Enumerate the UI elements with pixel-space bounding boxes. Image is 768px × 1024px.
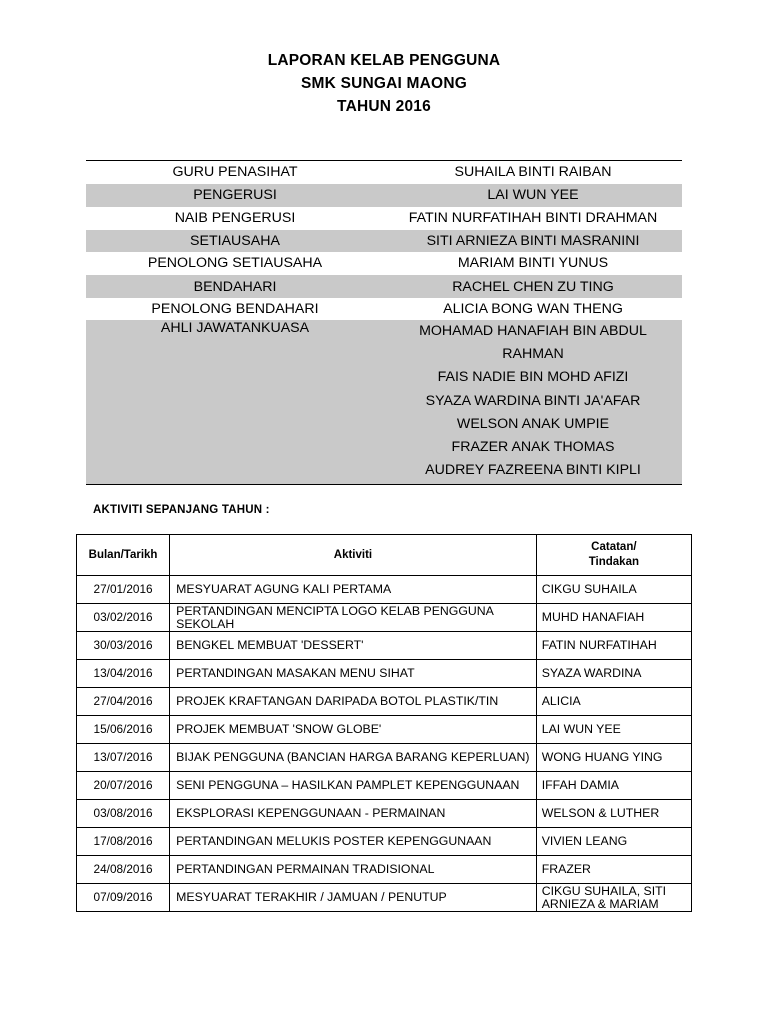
row-note: LAI WUN YEE bbox=[536, 716, 691, 744]
row-activity: PERTANDINGAN PERMAINAN TRADISIONAL bbox=[170, 856, 537, 884]
row-date: 27/01/2016 bbox=[77, 576, 170, 604]
row-note: VIVIEN LEANG bbox=[536, 828, 691, 856]
committee-name: FATIN NURFATIHAH BINTI DRAHMAN bbox=[408, 209, 658, 226]
committee-members-row bbox=[86, 320, 682, 484]
table-row bbox=[77, 576, 692, 604]
header-date: Bulan/Tarikh bbox=[77, 535, 170, 576]
table-row bbox=[77, 772, 692, 800]
row-date: 03/02/2016 bbox=[77, 604, 170, 632]
committee-role: BENDAHARI bbox=[193, 278, 277, 295]
activities-heading: AKTIVITI SEPANJANG TAHUN : bbox=[93, 504, 270, 516]
committee-name: SITI ARNIEZA BINTI MASRANINI bbox=[426, 233, 640, 250]
row-note: SYAZA WARDINA bbox=[536, 660, 691, 688]
activities-table bbox=[76, 534, 692, 912]
school-name: SMK SUNGAI MAONG bbox=[301, 75, 467, 92]
row-note: MUHD HANAFIAH bbox=[536, 604, 691, 632]
row-activity: PROJEK MEMBUAT 'SNOW GLOBE' bbox=[170, 716, 537, 744]
committee-row bbox=[86, 161, 682, 183]
committee-table bbox=[86, 160, 682, 485]
row-date: 27/04/2016 bbox=[77, 688, 170, 716]
committee-row bbox=[86, 183, 682, 206]
row-date: 03/08/2016 bbox=[77, 800, 170, 828]
row-activity: MESYUARAT TERAKHIR / JAMUAN / PENUTUP bbox=[170, 884, 537, 912]
row-note: CIKGU SUHAILA bbox=[536, 576, 691, 604]
committee-role: GURU PENASIHAT bbox=[172, 164, 298, 181]
row-note: WELSON & LUTHER bbox=[536, 800, 691, 828]
header-note bbox=[536, 535, 691, 576]
row-activity: EKSPLORASI KEPENGGUNAAN - PERMAINAN bbox=[170, 800, 537, 828]
table-row bbox=[77, 688, 692, 716]
row-note: CIKGU SUHAILA, SITI ARNIEZA & MARIAM bbox=[536, 884, 691, 912]
committee-role: NAIB PENGERUSI bbox=[174, 209, 296, 226]
row-activity: MESYUARAT AGUNG KALI PERTAMA bbox=[170, 576, 537, 604]
row-note: FRAZER bbox=[536, 856, 691, 884]
committee-row bbox=[86, 229, 682, 252]
row-activity: PROJEK KRAFTANGAN DARIPADA BOTOL PLASTIK/TIN bbox=[170, 688, 537, 716]
committee-member: SYAZA WARDINA BINTI JA'AFAR bbox=[425, 392, 641, 409]
committee-name: LAI WUN YEE bbox=[487, 187, 579, 204]
committee-member: RAHMAN bbox=[502, 346, 564, 363]
table-header-row bbox=[77, 535, 692, 576]
committee-role: PENOLONG SETIAUSAHA bbox=[147, 255, 323, 272]
row-date: 07/09/2016 bbox=[77, 884, 170, 912]
row-activity: BENGKEL MEMBUAT 'DESSERT' bbox=[170, 632, 537, 660]
committee-member: AUDREY FAZREENA BINTI KIPLI bbox=[425, 462, 641, 479]
row-activity: SENI PENGGUNA – HASILKAN PAMPLET KEPENGGUNAAN bbox=[170, 772, 537, 800]
committee-row bbox=[86, 252, 682, 274]
table-row bbox=[77, 744, 692, 772]
row-date: 17/08/2016 bbox=[77, 828, 170, 856]
committee-role: AHLI JAWATANKUASA bbox=[160, 320, 310, 337]
committee-role: PENGERUSI bbox=[193, 187, 277, 204]
header-activity: Aktiviti bbox=[170, 535, 537, 576]
row-date: 20/07/2016 bbox=[77, 772, 170, 800]
table-row bbox=[77, 604, 692, 632]
table-row bbox=[77, 856, 692, 884]
table-row bbox=[77, 660, 692, 688]
committee-role: PENOLONG BENDAHARI bbox=[151, 300, 319, 317]
committee-member: FAIS NADIE BIN MOHD AFIZI bbox=[437, 369, 629, 386]
table-row bbox=[77, 632, 692, 660]
row-note: FATIN NURFATIHAH bbox=[536, 632, 691, 660]
row-activity: PERTANDINGAN MENCIPTA LOGO KELAB PENGGUNA SEKOLAH bbox=[170, 604, 537, 632]
table-row bbox=[77, 884, 692, 912]
row-activity: PERTANDINGAN MELUKIS POSTER KEPENGGUNAAN bbox=[170, 828, 537, 856]
row-date: 13/07/2016 bbox=[77, 744, 170, 772]
row-date: 30/03/2016 bbox=[77, 632, 170, 660]
table-row bbox=[77, 716, 692, 744]
header-note-line2: Tindakan bbox=[588, 556, 639, 568]
row-date: 13/04/2016 bbox=[77, 660, 170, 688]
header-note-line1: Catatan/ bbox=[591, 541, 637, 553]
committee-name: RACHEL CHEN ZU TING bbox=[452, 278, 614, 295]
table-row bbox=[77, 800, 692, 828]
row-note: ALICIA bbox=[536, 688, 691, 716]
report-title: LAPORAN KELAB PENGGUNA bbox=[267, 52, 501, 69]
committee-members-list bbox=[384, 320, 682, 482]
row-date: 15/06/2016 bbox=[77, 716, 170, 744]
row-note: WONG HUANG YING bbox=[536, 744, 691, 772]
committee-member: WELSON ANAK UMPIE bbox=[456, 415, 610, 432]
report-year: TAHUN 2016 bbox=[337, 98, 431, 115]
row-date: 24/08/2016 bbox=[77, 856, 170, 884]
row-activity: BIJAK PENGGUNA (BANCIAN HARGA BARANG KEPERLUAN) bbox=[170, 744, 537, 772]
committee-member: MOHAMAD HANAFIAH BIN ABDUL bbox=[419, 323, 647, 340]
committee-row bbox=[86, 298, 682, 320]
committee-member: FRAZER ANAK THOMAS bbox=[451, 439, 615, 456]
row-note: IFFAH DAMIA bbox=[536, 772, 691, 800]
committee-name: ALICIA BONG WAN THENG bbox=[443, 300, 623, 317]
committee-role: SETIAUSAHA bbox=[190, 233, 280, 250]
committee-name: SUHAILA BINTI RAIBAN bbox=[454, 164, 612, 181]
committee-row bbox=[86, 207, 682, 229]
table-row bbox=[77, 828, 692, 856]
committee-row bbox=[86, 274, 682, 297]
committee-name: MARIAM BINTI YUNUS bbox=[457, 255, 609, 272]
row-activity: PERTANDINGAN MASAKAN MENU SIHAT bbox=[170, 660, 537, 688]
